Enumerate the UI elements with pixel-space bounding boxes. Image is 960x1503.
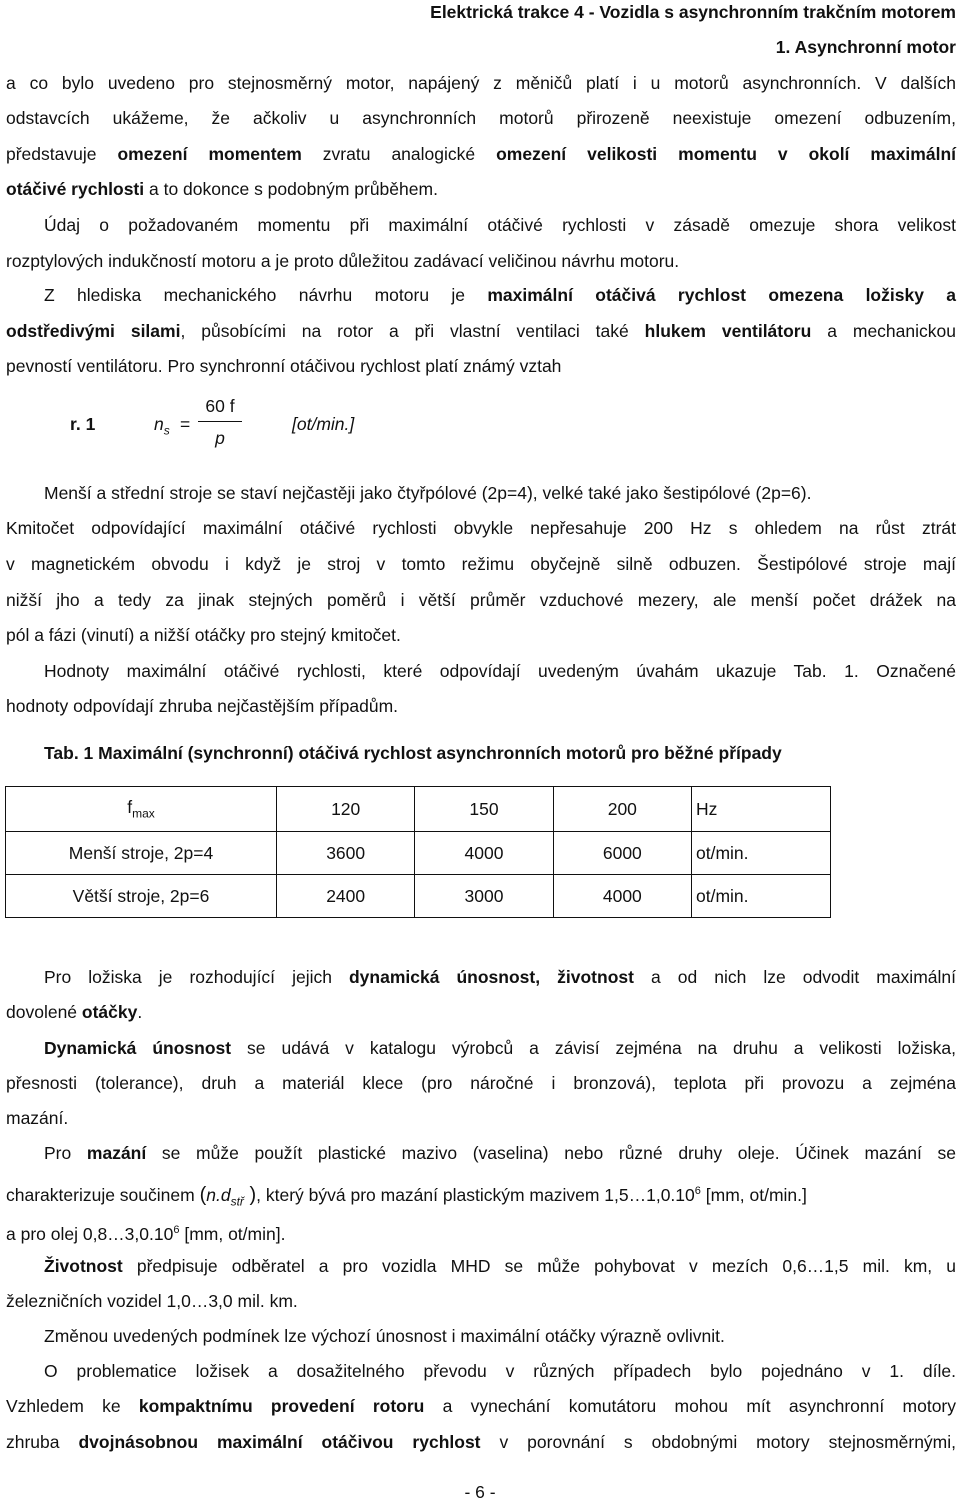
table-unit-cell: ot/min. bbox=[692, 875, 831, 918]
paragraph-line: Pro mazání se může použít plastické mazivo (vaselina) nebo různé druhy oleje. Účinek mazání se bbox=[44, 1143, 956, 1163]
table-header-row bbox=[6, 787, 831, 832]
formula-equals: = bbox=[180, 414, 191, 434]
paragraph-line: Změnou uvedených podmínek lze výchozí únosnost i maximální otáčky výrazně ovlivnit. bbox=[44, 1326, 725, 1346]
paragraph-line: charakterizuje součinem ($n.d_{stř}$ ), který bývá pro mazání plastickým mazivem 1,5…1,0.10$^6$ [mm, ot/min.] bbox=[6, 1183, 807, 1209]
formula-unit: [ot/min.] bbox=[292, 414, 355, 434]
paragraph-line: pevností ventilátoru. Pro synchronní otáčivou rychlost platí známý vztah bbox=[6, 356, 562, 376]
table-cell: 3000 bbox=[415, 875, 553, 918]
paragraph-line: O problematice ložisek a dosažitelného převodu v různých případech bylo pojednáno v 1. díle. bbox=[44, 1361, 956, 1381]
table-row bbox=[6, 875, 831, 918]
table-unit-cell: ot/min. bbox=[692, 832, 831, 875]
paragraph-line: a pro olej 0,8…3,0.10$^6$ [mm, ot/min]. bbox=[6, 1223, 286, 1244]
table-cell: 4000 bbox=[415, 832, 553, 875]
paragraph-line: Dynamická únosnost se udává v katalogu výrobců a závisí zejména na druhu a velikosti ložiska, bbox=[44, 1038, 956, 1058]
table-cell: 200 bbox=[553, 787, 691, 832]
paragraph-line: představuje omezení momentem zvratu analogické omezení velikosti momentu v okolí maximální bbox=[6, 144, 956, 164]
formula-lhs: $n_s$ bbox=[154, 414, 170, 438]
header-section: 1. Asynchronní motor bbox=[775, 37, 956, 57]
formula-numerator: 60 f bbox=[205, 396, 235, 416]
paragraph-line: nižší jho a tedy za jinak stejných poměrů i větší průměr vzduchové mezery, ale menší počet drážek na bbox=[6, 590, 956, 610]
paragraph-line: Z hlediska mechanického návrhu motoru je maximální otáčivá rychlost omezena ložisky a bbox=[44, 285, 956, 305]
table-unit-cell: Hz bbox=[692, 787, 831, 832]
table-cell: 150 bbox=[415, 787, 553, 832]
table-caption: Tab. 1 Maximální (synchronní) otáčivá rychlost asynchronních motorů pro běžné případy bbox=[44, 743, 782, 763]
paragraph-line: hodnoty odpovídají zhruba nejčastějším případům. bbox=[6, 696, 399, 716]
table-row-label: Větší stroje, 2p=6 bbox=[6, 875, 277, 918]
paragraph-line: přesnosti (tolerance), druh a materiál klece (pro náročné i bronzová), teplota při provozu a zejména bbox=[6, 1073, 956, 1093]
fraction-bar bbox=[198, 421, 242, 422]
formula-label: r. 1 bbox=[70, 414, 96, 434]
table-row-label: Menší stroje, 2p=4 bbox=[6, 832, 277, 875]
page-number: - 6 - bbox=[464, 1482, 496, 1502]
paragraph-line: železničních vozidel 1,0…3,0 mil. km. bbox=[6, 1291, 298, 1311]
paragraph-line: Vzhledem ke kompaktnímu provedení rotoru a vynechání komutátoru mohou mít asynchronní motory bbox=[6, 1396, 957, 1416]
paragraph-line: Životnost předpisuje odběratel a pro vozidla MHD se může pohybovat v mezích 0,6…1,5 mil. km, u bbox=[44, 1256, 956, 1276]
paragraph-line: Menší a střední stroje se staví nejčastěji jako čtyřpólové (2p=4), velké také jako šestipólové (2p=6). bbox=[44, 483, 812, 503]
paragraph-line: odstředivými silami, působícími na rotor a při vlastní ventilaci také hlukem ventilátoru a mechanickou bbox=[6, 321, 956, 341]
paragraph-line: dovolené otáčky. bbox=[6, 1002, 143, 1022]
table-cell: 120 bbox=[277, 787, 415, 832]
paragraph-line: Hodnoty maximální otáčivé rychlosti, které odpovídají uvedeným úvahám ukazuje Tab. 1. Označené bbox=[44, 661, 956, 681]
paragraph-line: pól a fázi (vinutí) a nižší otáčky pro stejný kmitočet. bbox=[6, 625, 401, 645]
paragraph-line: zhruba dvojnásobnou maximální otáčivou rychlost v porovnání s obdobnými motory stejnosměrnými, bbox=[6, 1432, 957, 1452]
paragraph-line: Kmitočet odpovídající maximální otáčivé rychlosti obvykle nepřesahuje 200 Hz s ohledem na růst ztrát bbox=[6, 518, 956, 538]
table-header-label: $f_{max}$ bbox=[6, 787, 277, 832]
paragraph-line: Pro ložiska je rozhodující jejich dynamická únosnost, životnost a od nich lze odvodit maximální bbox=[44, 967, 956, 987]
table-cell: 4000 bbox=[553, 875, 691, 918]
paragraph-line: v magnetickém obvodu i když je stroj v tomto režimu obyčejně silně odbuzen. Šestipólové stroje mají bbox=[6, 554, 956, 574]
max-speed-table bbox=[5, 786, 831, 918]
table-cell: 6000 bbox=[553, 832, 691, 875]
paragraph-line: otáčivé rychlosti a to dokonce s podobným průběhem. bbox=[6, 179, 438, 199]
formula-denominator: p bbox=[215, 428, 225, 448]
table-cell: 3600 bbox=[277, 832, 415, 875]
paragraph-line: a co bylo uvedeno pro stejnosměrný motor, napájený z měničů platí i u motorů asynchronních. V dalších bbox=[6, 73, 956, 93]
table-row bbox=[6, 832, 831, 875]
paragraph-line: mazání. bbox=[6, 1108, 69, 1128]
paragraph-line: Údaj o požadovaném momentu při maximální otáčivé rychlosti v zásadě omezuje shora velikost bbox=[44, 215, 956, 235]
paragraph-line: rozptylových indukčností motoru a je proto důležitou zadávací veličinou návrhu motoru. bbox=[6, 251, 680, 271]
table-cell: 2400 bbox=[277, 875, 415, 918]
paragraph-line: odstavcích ukážeme, že ačkoliv u asynchronních motorů přirozeně neexistuje omezení odbuzením, bbox=[6, 108, 956, 128]
synchronous-speed-formula bbox=[70, 396, 490, 456]
header-title: Elektrická trakce 4 - Vozidla s asynchronním trakčním motorem bbox=[430, 2, 956, 22]
